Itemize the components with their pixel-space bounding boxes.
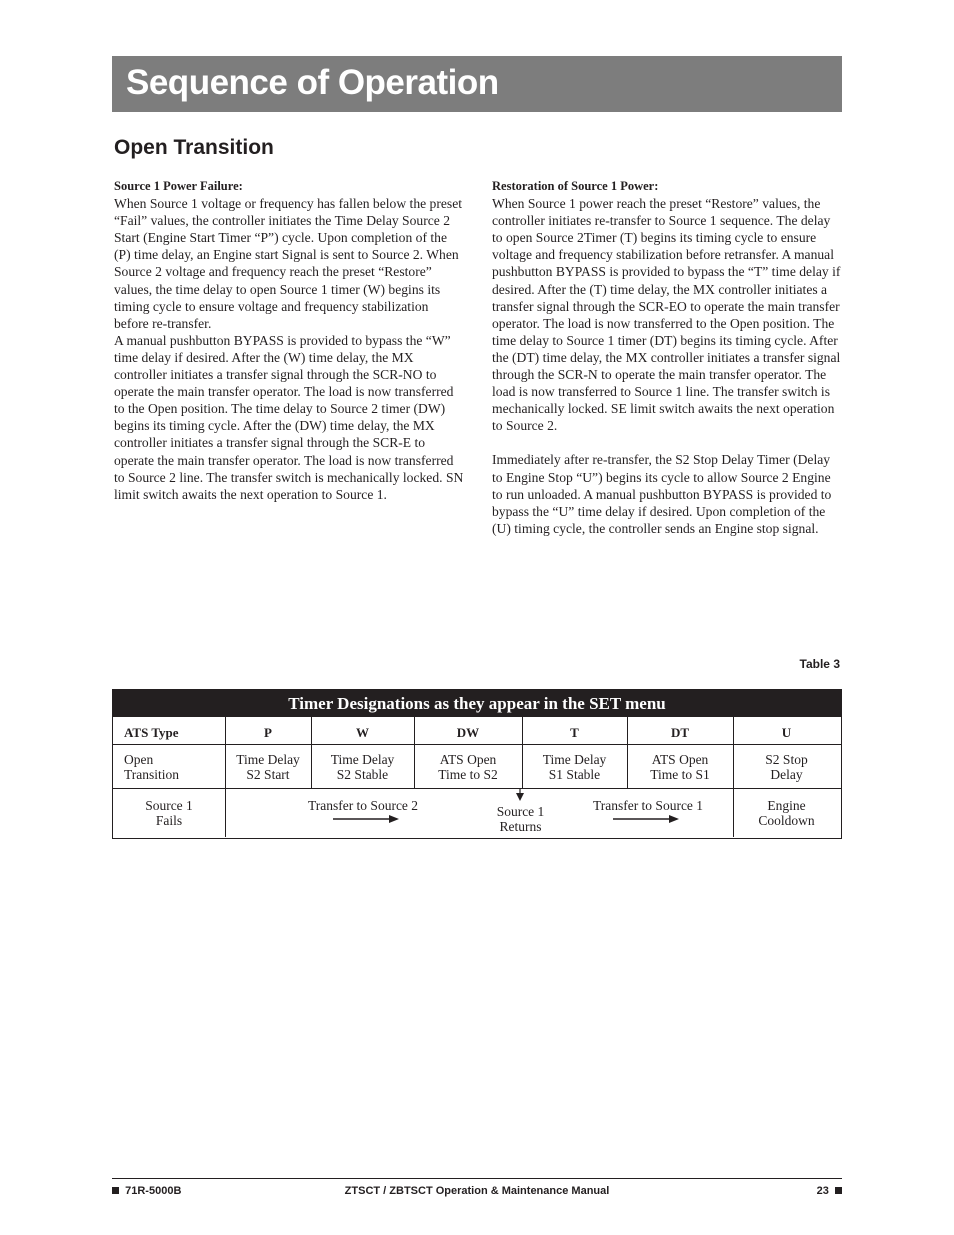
- table-title: Timer Designations as they appear in the SET menu: [113, 690, 841, 717]
- cell-p: Time Delay S2 Start: [236, 752, 300, 782]
- footer-page-number: 23: [817, 1185, 842, 1197]
- right-heading: Restoration of Source 1 Power:: [492, 179, 659, 193]
- footer-manual-title: ZTSCT / ZBTSCT Operation & Maintenance Manual: [344, 1185, 610, 1197]
- down-arrow-icon: [514, 789, 526, 801]
- col-dw: DW: [456, 725, 480, 740]
- col-p: P: [264, 725, 272, 740]
- table-label: Table 3: [799, 657, 840, 671]
- cell-w: Time Delay S2 Stable: [330, 752, 395, 782]
- cell-t: Time Delay S1 Stable: [542, 752, 607, 782]
- title-banner: [112, 56, 842, 112]
- cell-source1-returns: Source 1 Returns: [496, 804, 545, 834]
- cell-dt: ATS Open Time to S1: [650, 752, 710, 782]
- col-ats-type: ATS Type: [124, 725, 179, 740]
- right-paragraph-2: Immediately after re-transfer, the S2 Stop Delay Timer (Delay to Engine Stop “U”) begins its cycle to allow Source 2 Engine to run unloaded. A manual pushbutton BYPASS is provided to bypass the “U” time delay if desired. Upon completion of the (U) timing cycle, the controller sends an Engine stop signal.: [492, 452, 832, 536]
- cell-source1-fails: Source 1 Fails: [145, 798, 193, 828]
- right-column: [492, 178, 844, 537]
- right-arrow-icon: [613, 813, 681, 825]
- cell-u: S2 Stop Delay: [765, 752, 808, 782]
- footer-rule: [112, 1178, 842, 1179]
- cell-dw: ATS Open Time to S2: [438, 752, 498, 782]
- cell-ats-type: Open Transition: [124, 752, 180, 782]
- col-dt: DT: [670, 725, 690, 740]
- transfer-to-source2-label: Transfer to Source 2: [307, 798, 419, 813]
- right-arrow-icon: [333, 813, 401, 825]
- transfer-to-source1-label: Transfer to Source 1: [592, 798, 704, 813]
- square-bullet-icon: [835, 1187, 842, 1194]
- left-column: [114, 178, 466, 503]
- table-rule: [113, 788, 841, 789]
- left-paragraph-2: A manual pushbutton BYPASS is provided to bypass the “W” time delay if desired. After the (W) time delay, the MX controller initiates a transfer signal through the SCR-NO to operate the main transfer operator. The load is now transferred to the Open position. The time delay to Source 2 timer (DW) begins its timing cycle. After the (DW) time delay, the MX controller initiates a transfer signal through the SCR-E to operate the main transfer operator. The load is now transferred to Source 2 line. The transfer switch is mechanically locked. SN limit switch awaits the next operation to Source 1.: [114, 332, 464, 502]
- right-paragraph-1: When Source 1 power reach the preset “Restore” values, the controller initiates re-transfer to Source 1 sequence. The delay to open Source 2Timer (T) begins its timing cycle to ensure voltage and frequency stabilization before retransfer. A manual pushbutton BYPASS is provided to bypass the “T” time delay if desired. After the (T) time delay, the MX controller initiates a transfer signal through the SCR-EO to operate the main transfer operator. The load is now transferred to the Open position. The time delay to Source 1 timer (DT) begins its timing cycle. After the (DT) time delay, the MX controller initiates a transfer signal through the SCR-N to operate the main transfer operator. The load is now transferred to Source 1 line. The transfer switch is mechanically locked. SE limit switch awaits the next operation to Source 2.: [492, 196, 841, 434]
- footer-doc-number: 71R-5000B: [112, 1185, 181, 1197]
- timer-designations-table: [112, 689, 842, 839]
- page-title: Sequence of Operation: [126, 63, 499, 102]
- col-u: U: [781, 725, 792, 740]
- col-w: W: [356, 725, 369, 740]
- section-title: Open Transition: [114, 136, 274, 159]
- col-t: T: [570, 725, 579, 740]
- left-paragraph-1: When Source 1 voltage or frequency has fallen below the preset “Fail” values, the controller initiates the Time Delay Source 2 Start (Engine Start Timer “P”) cycle. Upon completion of the (P) time delay, an Engine start Signal is sent to Source 2. When Source 2 voltage and frequency reach the preset “Restore” values, the time delay to open Source 1 timer (W) begins its timing cycle to ensure voltage and frequency stabilization before re-transfer.: [114, 196, 463, 331]
- cell-engine-cooldown: Engine Cooldown: [758, 798, 815, 828]
- table-rule: [113, 744, 841, 745]
- left-heading: Source 1 Power Failure:: [114, 179, 243, 193]
